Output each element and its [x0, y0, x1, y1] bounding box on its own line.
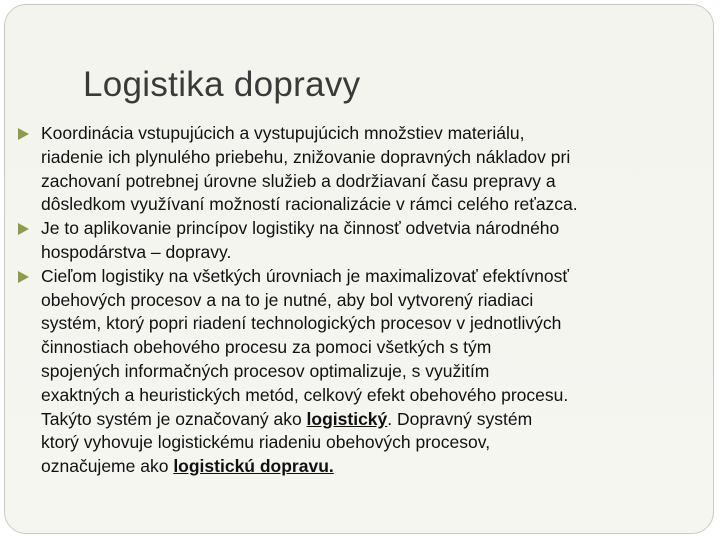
triangle-bullet-icon — [18, 128, 29, 140]
bullet-line: dôsledkom využívaní možností racionalizácie v rámci celého reťazca. — [41, 194, 578, 215]
bullet-line: Koordinácia vstupujúcich a vystupujúcich množstiev materiálu, — [41, 123, 525, 143]
bullet-line: činnostiach obehového procesu za pomoci všetkých s tým — [41, 337, 492, 358]
bullet-line — [41, 455, 714, 479]
triangle-bullet-icon — [18, 223, 29, 235]
slide — [4, 4, 714, 534]
bullet-item-3 — [15, 265, 714, 479]
triangle-bullet-icon — [18, 271, 29, 283]
bullet-text: Takýto systém je označovaný ako — [41, 408, 307, 429]
bullet-line: ktorý vyhovuje logistickému riadeniu obehových procesov, — [41, 432, 491, 453]
bullet-line: Cieľom logistiky na všetkých úrovniach je maximalizovať efektívnosť — [41, 265, 569, 286]
emphasized-term-logisticka-doprava: logistickú dopravu. — [173, 456, 334, 477]
bullet-line — [41, 408, 714, 432]
bullet-line: Je to aplikovanie princípov logistiky na činnosť odvetvia národného — [41, 218, 560, 239]
bullet-item-1 — [15, 122, 714, 217]
bullet-line: exaktných a heuristických metód, celkový efekt obehového procesu. — [41, 384, 569, 405]
bullet-line: spojených informačných procesov optimalizuje, s využitím — [41, 360, 490, 381]
emphasized-term-logisticky: logistický — [306, 408, 388, 429]
bullet-text: označujeme ako — [41, 456, 174, 477]
bullet-line: systém, ktorý popri riadení technologických procesov v jednotlivých — [41, 313, 562, 334]
bullet-line: zachovaní potrebnej úrovne služieb a dodržiavaní času prepravy a — [41, 170, 556, 191]
bullet-line: riadenie ich plynulého priebehu, znižovanie dopravných nákladov pri — [41, 146, 571, 167]
bullet-list — [15, 122, 714, 479]
bullet-text: . Dopravný systém — [387, 408, 533, 429]
slide-title: Logistika dopravy — [83, 65, 361, 104]
bullet-item-2 — [15, 217, 714, 265]
bullet-line: hospodárstva – dopravy. — [41, 241, 232, 262]
bullet-line: obehových procesov a na to je nutné, aby bol vytvorený riadiaci — [41, 289, 534, 310]
